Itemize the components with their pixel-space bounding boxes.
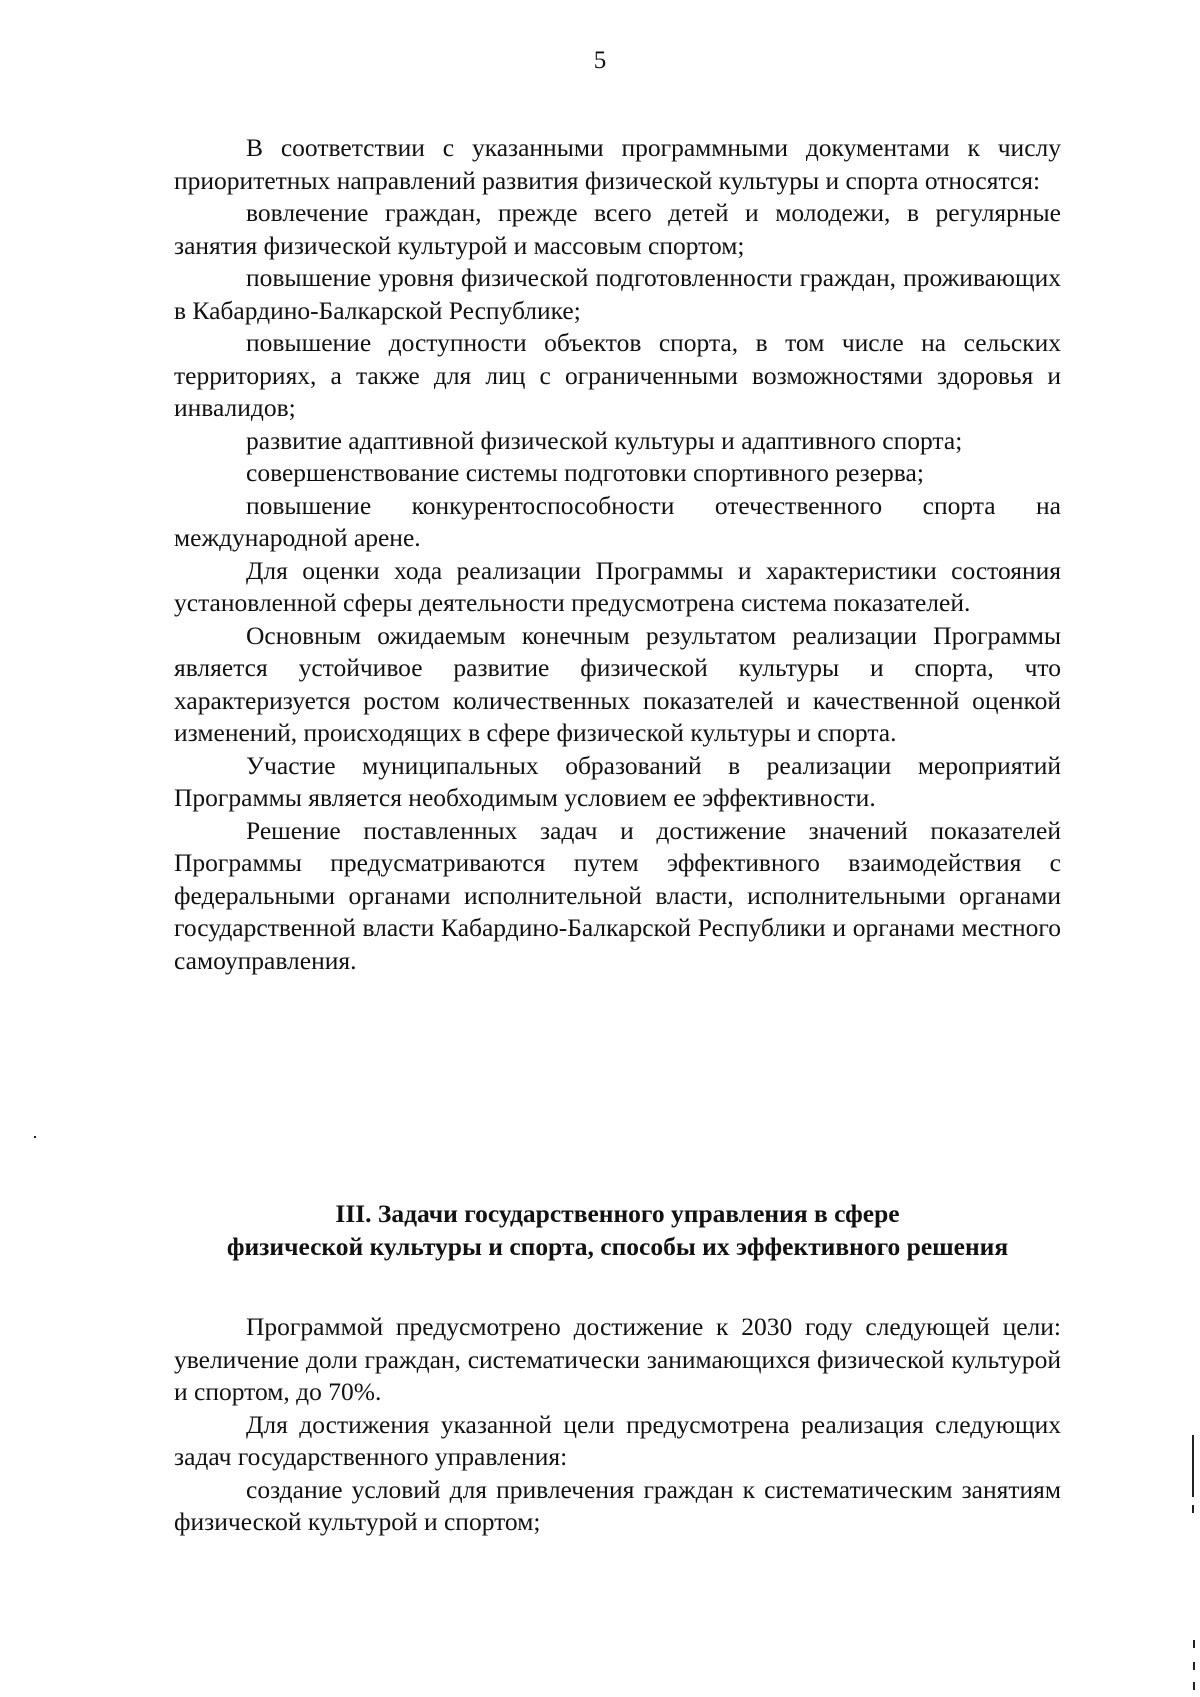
paragraph: Программой предусмотрено достижение к 2030 году следующей цели: увеличение доли граждан, систематически занимающихся физической культурой и спортом, до 70%.: [174, 1312, 1061, 1406]
list-item: повышение доступности объектов спорта, в том числе на сельских территориях, а также для лиц с ограниченными возможностями здоровья и инвалидов;: [174, 328, 1061, 422]
list-item: вовлечение граждан, прежде всего детей и молодежи, в регулярные занятия физической культурой и массовым спортом;: [174, 198, 1061, 260]
section-heading-line: III. Задачи государственного управления в сфере: [335, 1199, 900, 1228]
paragraph: Основным ожидаемым конечным результатом реализации Программы является устойчивое развитие физической культуры и спорта, что характеризуется ростом количественных показателей и качественной оценкой изменений, происходящих в сфере физической культуры и спорта.: [174, 620, 1061, 747]
scan-artifact: [1192, 1505, 1194, 1513]
list-item: развитие адаптивной физической культуры и адаптивного спорта;: [246, 425, 963, 455]
document-body: [174, 132, 1061, 977]
scan-artifact: [1193, 1682, 1195, 1690]
list-item: создание условий для привлечения граждан к систематическим занятиям физической культурой и спортом;: [174, 1474, 1061, 1536]
list-item: повышение конкурентоспособности отечественного спорта на международной арене.: [174, 490, 1061, 552]
section-body: [174, 1311, 1061, 1539]
section-heading: [174, 1198, 1061, 1263]
paragraph: Решение поставленных задач и достижение значений показателей Программы предусматриваются путем эффективного взаимодействия с федеральными органами исполнительной власти, исполнительными органами государственной власти Кабардино-Балкарской Республики и органами местного самоуправления.: [174, 815, 1061, 975]
scan-artifact: [1193, 1640, 1195, 1648]
section-heading-line: физической культуры и спорта, способы их эффективного решения: [226, 1231, 1009, 1261]
list-item: повышение уровня физической подготовленности граждан, проживающих в Кабардино-Балкарской Республике;: [174, 263, 1061, 325]
page-number: 5: [593, 47, 607, 74]
paragraph: Участие муниципальных образований в реализации мероприятий Программы является необходимым условием ее эффективности.: [174, 750, 1061, 812]
paragraph: Для оценки хода реализации Программы и характеристики состояния установленной сферы деятельности предусмотрена система показателей.: [174, 555, 1061, 617]
scan-artifact: [34, 1136, 36, 1138]
section-3: [174, 1198, 1061, 1539]
list-item: совершенствование системы подготовки спортивного резерва;: [246, 458, 924, 487]
scan-artifact: [1193, 1662, 1195, 1670]
paragraph: В соответствии с указанными программными документами к числу приоритетных направлений развития физической культуры и спорта относятся:: [174, 133, 1061, 195]
paragraph: Для достижения указанной цели предусмотрена реализация следующих задач государственного управления:: [174, 1409, 1061, 1471]
scan-artifact: [1192, 1435, 1194, 1497]
